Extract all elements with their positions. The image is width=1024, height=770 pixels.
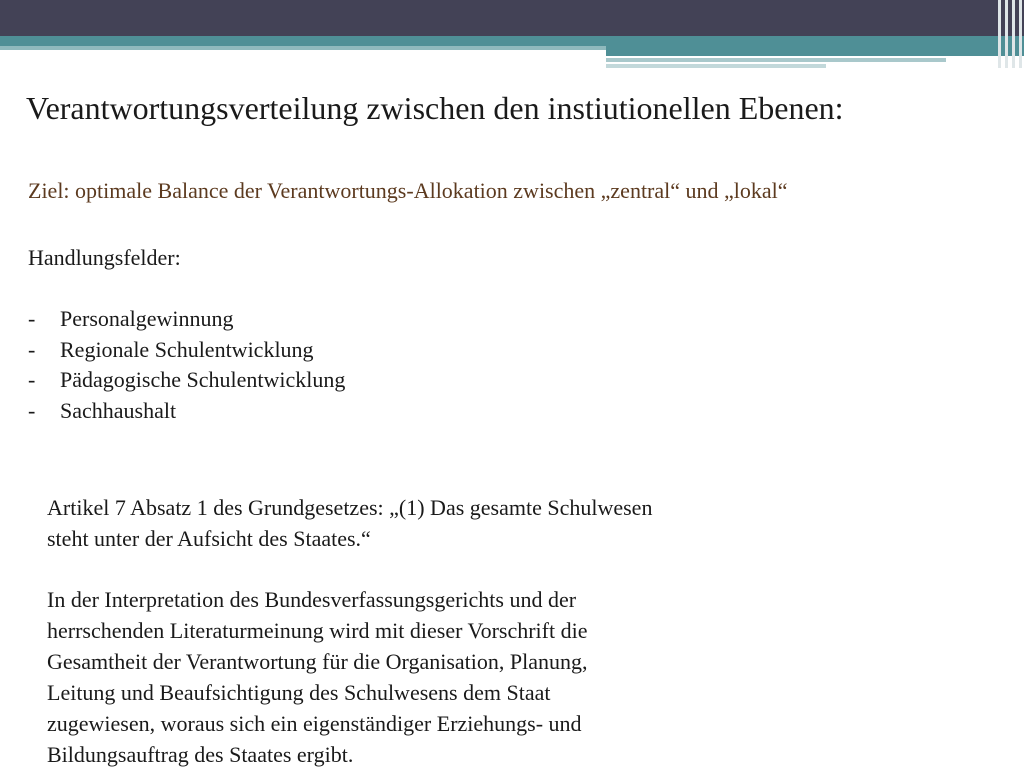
header-vertical-lines xyxy=(994,0,1024,68)
list-item xyxy=(28,396,345,427)
interpretation-paragraph xyxy=(47,584,588,770)
header-accent-block xyxy=(606,46,1024,56)
paragraph-line: steht unter der Aufsicht des Staates.“ xyxy=(47,526,371,551)
list-item-label: Regionale Schulentwicklung xyxy=(60,336,314,362)
list-dash: - xyxy=(28,306,36,331)
slide-title: Verantwortungsverteilung zwischen den instiutionellen Ebenen: xyxy=(26,90,844,126)
header-bar-teal-thin xyxy=(0,46,606,50)
paragraph-line: Leitung und Beaufsichtigung des Schulwesens dem Staat xyxy=(47,680,551,705)
list-dash: - xyxy=(28,397,36,423)
list-item xyxy=(28,304,345,335)
list-item-label: Sachhaushalt xyxy=(60,397,177,423)
paragraph-line: Artikel 7 Absatz 1 des Grundgesetzes: „(1) Das gesamte Schulwesen xyxy=(47,495,653,520)
header-accent-strip xyxy=(606,64,826,68)
list-dash: - xyxy=(28,336,36,362)
header-accent-strip xyxy=(606,58,946,62)
paragraph-line: In der Interpretation des Bundesverfassungsgerichts und der xyxy=(47,587,577,612)
list-item-label: Pädagogische Schulentwicklung xyxy=(60,367,346,392)
list-item xyxy=(28,335,345,366)
header-bar-dark xyxy=(0,0,1024,36)
header-bar-teal xyxy=(0,36,1024,46)
fields-heading: Handlungsfelder: xyxy=(28,245,181,270)
fields-list xyxy=(28,304,345,426)
list-item-label: Personalgewinnung xyxy=(60,306,234,331)
paragraph-line: zugewiesen, woraus sich ein eigenständiger Erziehungs- und xyxy=(47,711,582,736)
goal-statement: Ziel: optimale Balance der Verantwortungs-Allokation zwischen „zentral“ und „lokal“ xyxy=(28,178,788,203)
list-dash: - xyxy=(28,367,36,392)
paragraph-line: Bildungsauftrag des Staates ergibt. xyxy=(47,742,354,767)
quote-paragraph xyxy=(47,492,652,554)
paragraph-line: Gesamtheit der Verantwortung für die Organisation, Planung, xyxy=(47,649,588,674)
list-item xyxy=(28,365,345,396)
paragraph-line: herrschenden Literaturmeinung wird mit dieser Vorschrift die xyxy=(47,618,588,643)
